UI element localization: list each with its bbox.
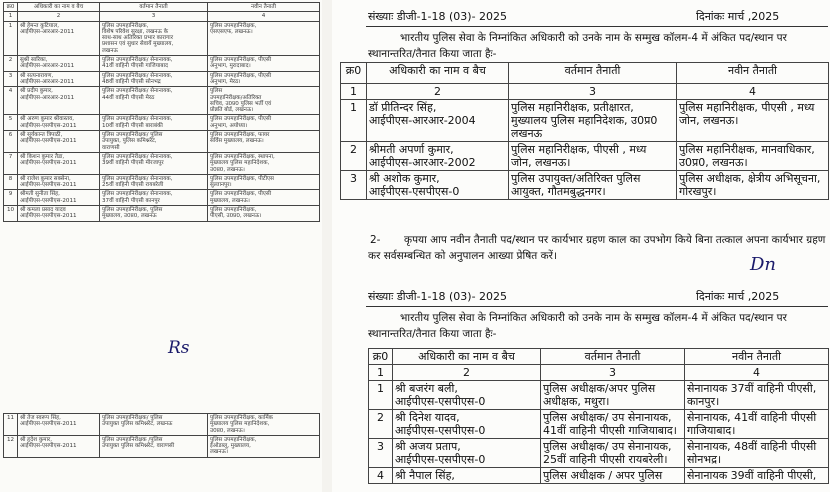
table-header-numbers (341, 84, 829, 100)
header-rule (366, 26, 828, 27)
new-posting: सेनानायक 39वीं वाहिनी पीएसी, (685, 468, 829, 484)
new-posting: पुलिस अधीक्षक, क्षेत्रीय अभिसूचना, गोरखपुर। (677, 171, 829, 200)
col-num: 1 (341, 84, 367, 100)
current-posting: पुलिस उपमहानिरीक्षक/ पुलिस उपायुक्त पुलिस कमिश्नरेट, लखनऊ (100, 414, 208, 436)
new-posting: पुलिस उपमहानिरीक्षक/अतिरिक्त सचिव, उ0प्र0 पुलिस भर्ती एवं प्रोन्नति बोर्ड, लखनऊ। (208, 87, 320, 115)
row-serial: 3 (369, 439, 393, 468)
intro-paragraph: भारतीय पुलिस सेवा के निम्नांकित अधिकारी को उनके नाम के सम्मुख कॉलम-4 में अंकित पद/स्थान पर स्थानान्तरित/तैनात किया जाता हैः- (368, 32, 787, 60)
row-serial: 5 (4, 115, 18, 131)
table-row (4, 115, 320, 131)
table-header-numbers (4, 12, 320, 21)
row-serial: 9 (4, 190, 18, 206)
right-document (332, 0, 830, 492)
col-header-name: अधिकारी का नाम व बैच (393, 349, 541, 365)
table-row (4, 206, 320, 222)
new-posting: पुलिस उपमहानिरीक्षक, पीएसी अनुभाग, मेरठ। (208, 71, 320, 87)
table-row (341, 142, 829, 171)
left-document (0, 0, 322, 492)
officer-name: श्री अशोक कुमार, आईपीएस-एसपीएस-0 (367, 171, 509, 200)
new-posting: पुलिस उपमहानिरीक्षक, पीटीएस सुल्तानपुर। (208, 174, 320, 190)
order2-table (368, 348, 829, 484)
table-header-row (369, 349, 829, 365)
table-row (4, 21, 320, 55)
row-serial: 11 (4, 414, 18, 436)
row-serial: 2 (4, 56, 18, 72)
col-header-serial: क्र0 (369, 349, 393, 365)
order1-table (340, 62, 829, 200)
col-num: 3 (509, 84, 677, 100)
officer-name: श्री कमला प्रसाद यादव आईपीएस-एसपीएस-2011 (18, 206, 100, 222)
new-posting: पुलिस महानिरीक्षक, मानवाधिकार, उ0प्र0, लखनऊ। (677, 142, 829, 171)
officer-name: श्री अरुण कुमार श्रीवास्तव, आईपीएस-एसपीएस-2011 (18, 115, 100, 131)
officer-name: सुश्री सारिका, आईपीएस-आरआर-2011 (18, 56, 100, 72)
row-serial: 4 (369, 468, 393, 484)
col-header-new: नवीन तैनाती (208, 3, 320, 12)
new-posting: पुलिस उपमहानिरीक्षक, पीएसी अनुभाग, मुरादाबाद। (208, 56, 320, 72)
current-posting: पुलिस महानिरीक्षक, प्रतीक्षारत, मुख्यालय पुलिस महानिदेशक, उ0प्र0 लखनऊ (509, 100, 677, 142)
current-posting: पुलिस उपमहानिरीक्षक, विशेष परिवेश सुरक्षा, लखनऊ के साथ-साथ अतिरिक्त प्रभार कारागार प्रशासन एवं सुधार सेवायें मुख्यालय, लखनऊ (100, 21, 208, 55)
new-posting: सेनानायक 37वीं वाहिनी पीएसी, कानपुर। (685, 381, 829, 410)
table-row (4, 174, 320, 190)
table-row (369, 410, 829, 439)
col-num: 2 (393, 365, 541, 381)
current-posting: पुलिस उपायुक्त/अतिरिक्त पुलिस आयुक्त, गौतमबुद्धनगर। (509, 171, 677, 200)
table-row (369, 468, 829, 484)
col-header-serial: क्र0 (341, 63, 367, 84)
new-posting: पुलिस उपमहानिरीक्षक, एसएसएफ, लखनऊ। (208, 21, 320, 55)
order-number: संख्याः डीजी-1-18 (03)- 2025 (368, 10, 508, 23)
officer-name: श्रीमती सुनीता सिंह, आईपीएस-एसपीएस-2011 (18, 190, 100, 206)
new-posting: पुलिस उपमहानिरीक्षक, स्थापना, मुख्यालय पुलिस महानिदेशक, उ0प्र0, लखनऊ। (208, 152, 320, 174)
order2-header-rule (366, 306, 828, 307)
row-serial: 6 (4, 131, 18, 153)
new-posting: पुलिस उपमहानिरीक्षक, फायर सर्विस मुख्यालय, लखनऊ। (208, 131, 320, 153)
table-row (4, 131, 320, 153)
row-serial: 7 (4, 152, 18, 174)
table-row (341, 171, 829, 200)
officer-name: श्रीमती अपर्णा कुमार, आईपीएस-आरआर-2002 (367, 142, 509, 171)
table-row (4, 152, 320, 174)
table-row (369, 381, 829, 410)
left-signature: Rs (168, 338, 190, 358)
col-num: 3 (541, 365, 685, 381)
new-posting: सेनानायक, 48वीं वाहिनी पीएसी सोनभद्र। (685, 439, 829, 468)
table-row (4, 87, 320, 115)
row-serial: 2 (369, 410, 393, 439)
new-posting: पुलिस उपमहानिरीक्षक, कार्मिक मुख्यालय पुलिस महानिदेशक, उ0प्र0, लखनऊ। (208, 414, 320, 436)
officer-name: श्री राजेश कुमार सक्सेना, आईपीएस-एसपीएस-2011 (18, 174, 100, 190)
row-serial: 10 (4, 206, 18, 222)
signature: Dn (750, 254, 777, 275)
current-posting: पुलिस उपमहानिरीक्षक/ सेनानायक, 39वीं वाहिनी पीएसी मीरजापुर (100, 152, 208, 174)
table-row (369, 439, 829, 468)
col-num: 4 (677, 84, 829, 100)
col-num: 1 (369, 365, 393, 381)
current-posting: पुलिस अधीक्षक/अपर पुलिस अधीक्षक, मथुरा। (541, 381, 685, 410)
col-num: 4 (685, 365, 829, 381)
table-row (4, 56, 320, 72)
current-posting: पुलिस उपमहानिरीक्षक/ सेनानायक, 41वीं वाहिनी पीएसी गाजियाबाद (100, 56, 208, 72)
col-num: 2 (18, 12, 100, 21)
current-posting: पुलिस उपमहानिरीक्षक /पुलिस उपायुक्त पुलिस कमिश्नरेट, वाराणसी (100, 435, 208, 457)
row-serial: 1 (369, 381, 393, 410)
order-date: दिनांकः मार्च ,2025 (696, 10, 780, 23)
col-header-current: वर्तमान तैनाती (541, 349, 685, 365)
current-posting: पुलिस उपमहानिरीक्षक/ सेनानायक, 25वीं वाहिनी पीएसी रायबरेली (100, 174, 208, 190)
officer-name: श्री प्रदीप कुमार, आईपीएस-आरआर-2011 (18, 87, 100, 115)
officer-name: डॉ प्रीतिन्दर सिंह, आईपीएस-आरआर-2004 (367, 100, 509, 142)
table-row (4, 71, 320, 87)
officer-name: श्री हेमन्त कुटियाल, आईपीएस-आरआर-2011 (18, 21, 100, 55)
paragraph-2: कृपया आप नवीन तैनाती पद/स्थान पर कार्यभार ग्रहण काल का उपभोग किये बिना तत्काल अपना कार्यभार ग्रहण कर सर्वसम्बन्धित को अनुपालन आख्या प्रेषित करें। (368, 234, 826, 262)
officer-name: श्री तेज स्वरूप सिंह, आईपीएस-एसपीएस-2011 (18, 414, 100, 436)
left-transfer-table (3, 2, 320, 222)
current-posting: पुलिस उपमहानिरीक्षक/ सेनानायक, 37वीं वाहिनी पीएसी कानपुर (100, 190, 208, 206)
row-serial: 3 (4, 71, 18, 87)
current-posting: पुलिस उपमहानिरीक्षक/ पुलिस उपायुक्त, पुलिस कमिश्नरेट, वाराणसी (100, 131, 208, 153)
row-serial: 1 (341, 100, 367, 142)
col-header-current: वर्तमान तैनाती (509, 63, 677, 84)
new-posting: पुलिस उपमहानिरीक्षक, पीएसी, उ0प्र0, लखनऊ। (208, 206, 320, 222)
col-header-new: नवीन तैनाती (685, 349, 829, 365)
paragraph-2-number: 2- (370, 234, 381, 246)
table-header-row (4, 3, 320, 12)
col-num: 3 (100, 12, 208, 21)
left-transfer-table-2 (3, 413, 320, 458)
col-header-name: अधिकारी का नाम व बैच (367, 63, 509, 84)
officer-name: श्री बजरंग बली, आईपीएस-एसपीएस-0 (393, 381, 541, 410)
table-header-row (341, 63, 829, 84)
table-row (4, 190, 320, 206)
row-serial: 12 (4, 435, 18, 457)
current-posting: पुलिस अधीक्षक / अपर पुलिस (541, 468, 685, 484)
officer-name: श्री हृदेश कुमार, आईपीएस-एसपीएस-2011 (18, 435, 100, 457)
current-posting: पुलिस उपमहानिरीक्षक/ सेनानायक, 44वीं वाहिनी पीएसी मेरठ (100, 87, 208, 115)
new-posting: पुलिस उपमहानिरीक्षक, ईओडब्लू, मुख्यालय, लखनऊ। (208, 435, 320, 457)
order2-intro-paragraph: भारतीय पुलिस सेवा के निम्नांकित अधिकारी को उनके नाम के सम्मुख कॉलम-4 में अंकित पद/स्थान पर स्थानान्तरित/तैनात किया जाता हैः- (368, 312, 787, 340)
row-serial: 3 (341, 171, 367, 200)
col-header-name: अधिकारी का नाम व बैच (18, 3, 100, 12)
table-row (341, 100, 829, 142)
officer-name: श्री अजय प्रताप, आईपीएस-एसपीएस-0 (393, 439, 541, 468)
row-serial: 1 (4, 21, 18, 55)
row-serial: 8 (4, 174, 18, 190)
col-header-new: नवीन तैनाती (677, 63, 829, 84)
new-posting: पुलिस उपमहानिरीक्षक, पीएसी अनुभाग, अयोध्या। (208, 115, 320, 131)
order2-date: दिनांकः मार्च ,2025 (696, 290, 780, 303)
order2-number: संख्याः डीजी-1-18 (03)- 2025 (368, 290, 508, 303)
row-serial: 2 (341, 142, 367, 171)
officer-name: श्री दिनेश यादव, आईपीएस-एसपीएस-0 (393, 410, 541, 439)
col-header-current: वर्तमान तैनाती (100, 3, 208, 12)
current-posting: पुलिस अधीक्षक/ उप सेनानायक, 25वीं वाहिनी पीएसी रायबरेली। (541, 439, 685, 468)
officer-name: श्री किशन कुमार तैडा, आईपीएस-एसपीएस-2011 (18, 152, 100, 174)
row-serial: 4 (4, 87, 18, 115)
col-header-serial: क्र0 (4, 3, 18, 12)
current-posting: पुलिस उपमहानिरीक्षक/ सेनानायक, 10वीं वाहिनी पीएसी बाराबंकी (100, 115, 208, 131)
current-posting: पुलिस उपमहानिरीक्षक/ सेनानायक, 48वीं वाहिनी पीएसी सोनभद्र (100, 71, 208, 87)
new-posting: पुलिस महानिरीक्षक, पीएसी , मध्य जोन, लखनऊ। (677, 100, 829, 142)
table-header-numbers (369, 365, 829, 381)
table-row (4, 435, 320, 457)
current-posting: पुलिस अधीक्षक/ उप सेनानायक, 41वीं वाहिनी पीएसी गाजियाबाद। (541, 410, 685, 439)
officer-name: श्री नैपाल सिंह, (393, 468, 541, 484)
current-posting: पुलिस उपमहानिरीक्षक, पुलिस मुख्यालय, उ0प्र0, लखनऊ (100, 206, 208, 222)
table-row (4, 414, 320, 436)
new-posting: सेनानायक, 41वीं वाहिनी पीएसी गाजियाबाद। (685, 410, 829, 439)
col-num: 4 (208, 12, 320, 21)
officer-name: श्री सूर्यकान्त त्रिपाठी, आईपीएस-एसपीएस-2011 (18, 131, 100, 153)
col-num: 1 (4, 12, 18, 21)
new-posting: पुलिस उपमहानिरीक्षक, पीएसी मुख्यालय, लखनऊ। (208, 190, 320, 206)
col-num: 2 (367, 84, 509, 100)
current-posting: पुलिस महानिरीक्षक, पीएसी , मध्य जोन, लखनऊ। (509, 142, 677, 171)
officer-name: श्री सत्यनारायण, आईपीएस-आरआर-2011 (18, 71, 100, 87)
